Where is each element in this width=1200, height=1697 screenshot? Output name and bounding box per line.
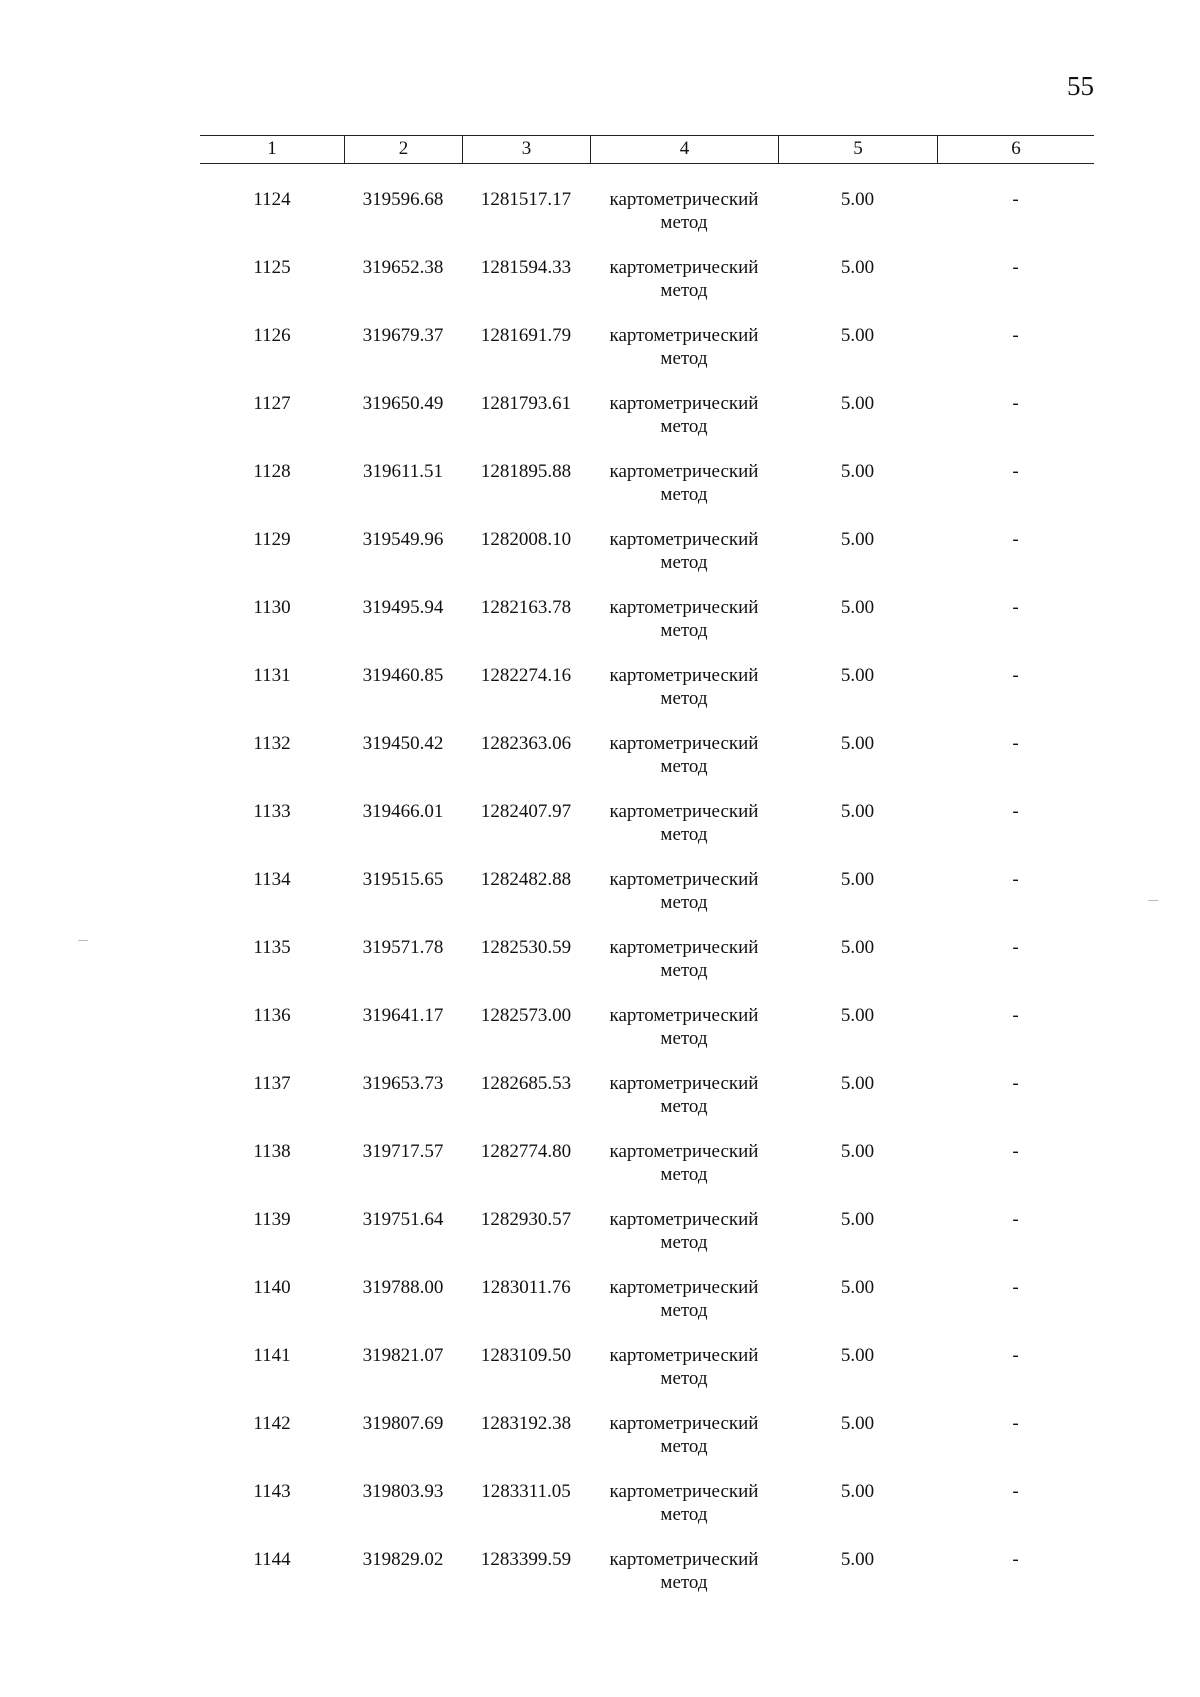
method-line-2: метод xyxy=(660,1436,708,1457)
y-coordinate-cell: 1282774.80 xyxy=(480,1141,572,1162)
x-coordinate-cell: 319751.64 xyxy=(362,1209,444,1230)
method-line-1: картометрический xyxy=(609,665,759,686)
point-number-cell: 1126 xyxy=(253,325,291,346)
accuracy-cell: 5.00 xyxy=(840,1277,875,1298)
note-cell: - xyxy=(1012,665,1019,686)
accuracy-cell: 5.00 xyxy=(840,1549,875,1570)
note-cell: - xyxy=(1012,937,1019,958)
method-line-2: метод xyxy=(660,688,708,709)
note-cell: - xyxy=(1012,597,1019,618)
y-coordinate-cell: 1283109.50 xyxy=(480,1345,572,1366)
point-number-cell: 1132 xyxy=(253,733,291,754)
method-line-2: метод xyxy=(660,1504,708,1525)
point-number-cell: 1137 xyxy=(253,1073,291,1094)
method-cell xyxy=(590,1480,778,1548)
point-number-cell: 1143 xyxy=(253,1481,291,1502)
method-line-1: картометрический xyxy=(609,461,759,482)
note-cell: - xyxy=(1012,1005,1019,1026)
method-line-1: картометрический xyxy=(609,1209,759,1230)
point-number-cell: 1127 xyxy=(253,393,291,414)
method-cell xyxy=(590,596,778,664)
table-row xyxy=(200,732,1094,800)
y-coordinate-cell: 1281895.88 xyxy=(480,461,572,482)
note-cell: - xyxy=(1012,529,1019,550)
column-header-4: 4 xyxy=(590,136,778,163)
note-cell: - xyxy=(1012,1481,1019,1502)
column-header-3: 3 xyxy=(462,136,590,163)
x-coordinate-cell: 319495.94 xyxy=(362,597,444,618)
method-line-2: метод xyxy=(660,892,708,913)
x-coordinate-cell: 319466.01 xyxy=(362,801,444,822)
table-row xyxy=(200,868,1094,936)
accuracy-cell: 5.00 xyxy=(840,257,875,278)
y-coordinate-cell: 1282008.10 xyxy=(480,529,572,550)
method-cell xyxy=(590,868,778,936)
note-cell: - xyxy=(1012,1277,1019,1298)
accuracy-cell: 5.00 xyxy=(840,733,875,754)
column-header-6: 6 xyxy=(937,136,1094,163)
point-number-cell: 1136 xyxy=(253,1005,291,1026)
note-cell: - xyxy=(1012,1073,1019,1094)
table-row xyxy=(200,256,1094,324)
method-cell xyxy=(590,460,778,528)
y-coordinate-cell: 1283011.76 xyxy=(481,1277,571,1298)
y-coordinate-cell: 1281517.17 xyxy=(480,189,572,210)
column-header-1: 1 xyxy=(267,138,277,159)
method-line-1: картометрический xyxy=(609,1549,759,1570)
method-line-1: картометрический xyxy=(609,1413,759,1434)
y-coordinate-cell: 1282930.57 xyxy=(480,1209,572,1230)
point-number-cell: 1134 xyxy=(253,869,291,890)
method-line-1: картометрический xyxy=(609,529,759,550)
method-cell xyxy=(590,1548,778,1616)
y-coordinate-cell: 1282274.16 xyxy=(480,665,572,686)
method-cell xyxy=(590,528,778,596)
point-number-cell: 1129 xyxy=(253,529,291,550)
x-coordinate-cell: 319821.07 xyxy=(362,1345,444,1366)
table-row xyxy=(200,392,1094,460)
table-row xyxy=(200,1344,1094,1412)
method-cell xyxy=(590,1140,778,1208)
note-cell: - xyxy=(1012,461,1019,482)
point-number-cell: 1124 xyxy=(253,189,291,210)
y-coordinate-cell: 1283399.59 xyxy=(480,1549,572,1570)
table-row xyxy=(200,1480,1094,1548)
y-coordinate-cell: 1281691.79 xyxy=(480,325,572,346)
y-coordinate-cell: 1282163.78 xyxy=(480,597,572,618)
y-coordinate-cell: 1283192.38 xyxy=(480,1413,572,1434)
point-number-cell: 1135 xyxy=(253,937,291,958)
column-header-2: 2 xyxy=(344,136,462,163)
x-coordinate-cell: 319650.49 xyxy=(362,393,444,414)
method-line-2: метод xyxy=(660,1232,708,1253)
table-row xyxy=(200,1276,1094,1344)
accuracy-cell: 5.00 xyxy=(840,1141,875,1162)
method-cell xyxy=(590,324,778,392)
table-body xyxy=(200,188,1094,1616)
accuracy-cell: 5.00 xyxy=(840,801,875,822)
note-cell: - xyxy=(1012,733,1019,754)
accuracy-cell: 5.00 xyxy=(840,529,875,550)
method-line-2: метод xyxy=(660,620,708,641)
method-line-2: метод xyxy=(660,824,708,845)
method-line-1: картометрический xyxy=(609,733,759,754)
method-line-2: метод xyxy=(660,348,708,369)
method-line-2: метод xyxy=(660,552,708,573)
method-line-2: метод xyxy=(660,212,708,233)
table-row xyxy=(200,1140,1094,1208)
point-number-cell: 1128 xyxy=(253,461,291,482)
note-cell: - xyxy=(1012,801,1019,822)
y-coordinate-cell: 1282407.97 xyxy=(480,801,572,822)
accuracy-cell: 5.00 xyxy=(840,189,875,210)
point-number-cell: 1144 xyxy=(253,1549,291,1570)
note-cell: - xyxy=(1012,325,1019,346)
method-line-2: метод xyxy=(660,1368,708,1389)
method-line-1: картометрический xyxy=(609,189,759,210)
table-row xyxy=(200,800,1094,868)
table-row xyxy=(200,324,1094,392)
method-cell xyxy=(590,1208,778,1276)
method-cell xyxy=(590,256,778,324)
accuracy-cell: 5.00 xyxy=(840,869,875,890)
y-coordinate-cell: 1281793.61 xyxy=(480,393,572,414)
method-line-1: картометрический xyxy=(609,325,759,346)
method-line-2: метод xyxy=(660,1028,708,1049)
method-line-1: картометрический xyxy=(609,1481,759,1502)
x-coordinate-cell: 319788.00 xyxy=(362,1277,444,1298)
scan-artifact xyxy=(1148,900,1158,901)
method-line-1: картометрический xyxy=(609,597,759,618)
x-coordinate-cell: 319515.65 xyxy=(362,869,444,890)
y-coordinate-cell: 1282363.06 xyxy=(480,733,572,754)
method-cell xyxy=(590,1412,778,1480)
x-coordinate-cell: 319653.73 xyxy=(362,1073,444,1094)
note-cell: - xyxy=(1012,1413,1019,1434)
method-line-1: картометрический xyxy=(609,937,759,958)
table-row xyxy=(200,596,1094,664)
table-row xyxy=(200,1548,1094,1616)
method-cell xyxy=(590,1344,778,1412)
x-coordinate-cell: 319807.69 xyxy=(362,1413,444,1434)
x-coordinate-cell: 319652.38 xyxy=(362,257,444,278)
method-line-2: метод xyxy=(660,416,708,437)
method-line-2: метод xyxy=(660,280,708,301)
table-row xyxy=(200,1208,1094,1276)
point-number-cell: 1125 xyxy=(253,257,291,278)
point-number-cell: 1140 xyxy=(253,1277,291,1298)
note-cell: - xyxy=(1012,1209,1019,1230)
note-cell: - xyxy=(1012,1141,1019,1162)
accuracy-cell: 5.00 xyxy=(840,325,875,346)
method-line-1: картометрический xyxy=(609,869,759,890)
method-line-2: метод xyxy=(660,1164,708,1185)
table-header xyxy=(200,135,1094,164)
point-number-cell: 1139 xyxy=(253,1209,291,1230)
x-coordinate-cell: 319611.51 xyxy=(362,461,444,482)
accuracy-cell: 5.00 xyxy=(840,461,875,482)
column-header-5: 5 xyxy=(778,136,937,163)
accuracy-cell: 5.00 xyxy=(840,1345,875,1366)
note-cell: - xyxy=(1012,189,1019,210)
method-line-1: картометрический xyxy=(609,1345,759,1366)
table-row xyxy=(200,528,1094,596)
method-line-1: картометрический xyxy=(609,1005,759,1026)
method-line-1: картометрический xyxy=(609,393,759,414)
point-number-cell: 1138 xyxy=(253,1141,291,1162)
table-row xyxy=(200,1412,1094,1480)
note-cell: - xyxy=(1012,869,1019,890)
method-line-1: картометрический xyxy=(609,1141,759,1162)
page-number: 55 xyxy=(1067,71,1094,101)
method-cell xyxy=(590,936,778,1004)
point-number-cell: 1131 xyxy=(253,665,291,686)
method-cell xyxy=(590,392,778,460)
point-number-cell: 1142 xyxy=(253,1413,291,1434)
accuracy-cell: 5.00 xyxy=(840,1209,875,1230)
note-cell: - xyxy=(1012,1345,1019,1366)
method-cell xyxy=(590,1276,778,1344)
table-row xyxy=(200,936,1094,1004)
point-number-cell: 1141 xyxy=(253,1345,291,1366)
method-line-1: картометрический xyxy=(609,1073,759,1094)
y-coordinate-cell: 1282573.00 xyxy=(480,1005,572,1026)
method-line-2: метод xyxy=(660,484,708,505)
method-line-1: картометрический xyxy=(609,1277,759,1298)
method-cell xyxy=(590,1072,778,1140)
y-coordinate-cell: 1282685.53 xyxy=(480,1073,572,1094)
y-coordinate-cell: 1282530.59 xyxy=(480,937,572,958)
note-cell: - xyxy=(1012,393,1019,414)
x-coordinate-cell: 319571.78 xyxy=(362,937,444,958)
method-line-2: метод xyxy=(660,756,708,777)
method-cell xyxy=(590,664,778,732)
table-row xyxy=(200,664,1094,732)
method-line-2: метод xyxy=(660,960,708,981)
x-coordinate-cell: 319641.17 xyxy=(362,1005,444,1026)
note-cell: - xyxy=(1012,1549,1019,1570)
method-cell xyxy=(590,1004,778,1072)
method-line-1: картометрический xyxy=(609,801,759,822)
scan-artifact xyxy=(78,940,88,941)
x-coordinate-cell: 319596.68 xyxy=(362,189,444,210)
accuracy-cell: 5.00 xyxy=(840,1481,875,1502)
method-line-2: метод xyxy=(660,1096,708,1117)
method-cell xyxy=(590,188,778,256)
table-row xyxy=(200,460,1094,528)
method-cell xyxy=(590,800,778,868)
x-coordinate-cell: 319549.96 xyxy=(362,529,444,550)
note-cell: - xyxy=(1012,257,1019,278)
table-row xyxy=(200,188,1094,256)
accuracy-cell: 5.00 xyxy=(840,597,875,618)
method-line-1: картометрический xyxy=(609,257,759,278)
table-row xyxy=(200,1004,1094,1072)
accuracy-cell: 5.00 xyxy=(840,665,875,686)
y-coordinate-cell: 1281594.33 xyxy=(480,257,572,278)
x-coordinate-cell: 319679.37 xyxy=(362,325,444,346)
accuracy-cell: 5.00 xyxy=(840,393,875,414)
y-coordinate-cell: 1282482.88 xyxy=(480,869,572,890)
method-line-2: метод xyxy=(660,1572,708,1593)
x-coordinate-cell: 319717.57 xyxy=(362,1141,444,1162)
accuracy-cell: 5.00 xyxy=(840,937,875,958)
accuracy-cell: 5.00 xyxy=(840,1073,875,1094)
point-number-cell: 1130 xyxy=(253,597,291,618)
y-coordinate-cell: 1283311.05 xyxy=(481,1481,571,1502)
accuracy-cell: 5.00 xyxy=(840,1413,875,1434)
table-row xyxy=(200,1072,1094,1140)
x-coordinate-cell: 319460.85 xyxy=(362,665,444,686)
x-coordinate-cell: 319829.02 xyxy=(362,1549,444,1570)
method-cell xyxy=(590,732,778,800)
method-line-2: метод xyxy=(660,1300,708,1321)
x-coordinate-cell: 319803.93 xyxy=(362,1481,444,1502)
accuracy-cell: 5.00 xyxy=(840,1005,875,1026)
point-number-cell: 1133 xyxy=(253,801,291,822)
x-coordinate-cell: 319450.42 xyxy=(362,733,444,754)
